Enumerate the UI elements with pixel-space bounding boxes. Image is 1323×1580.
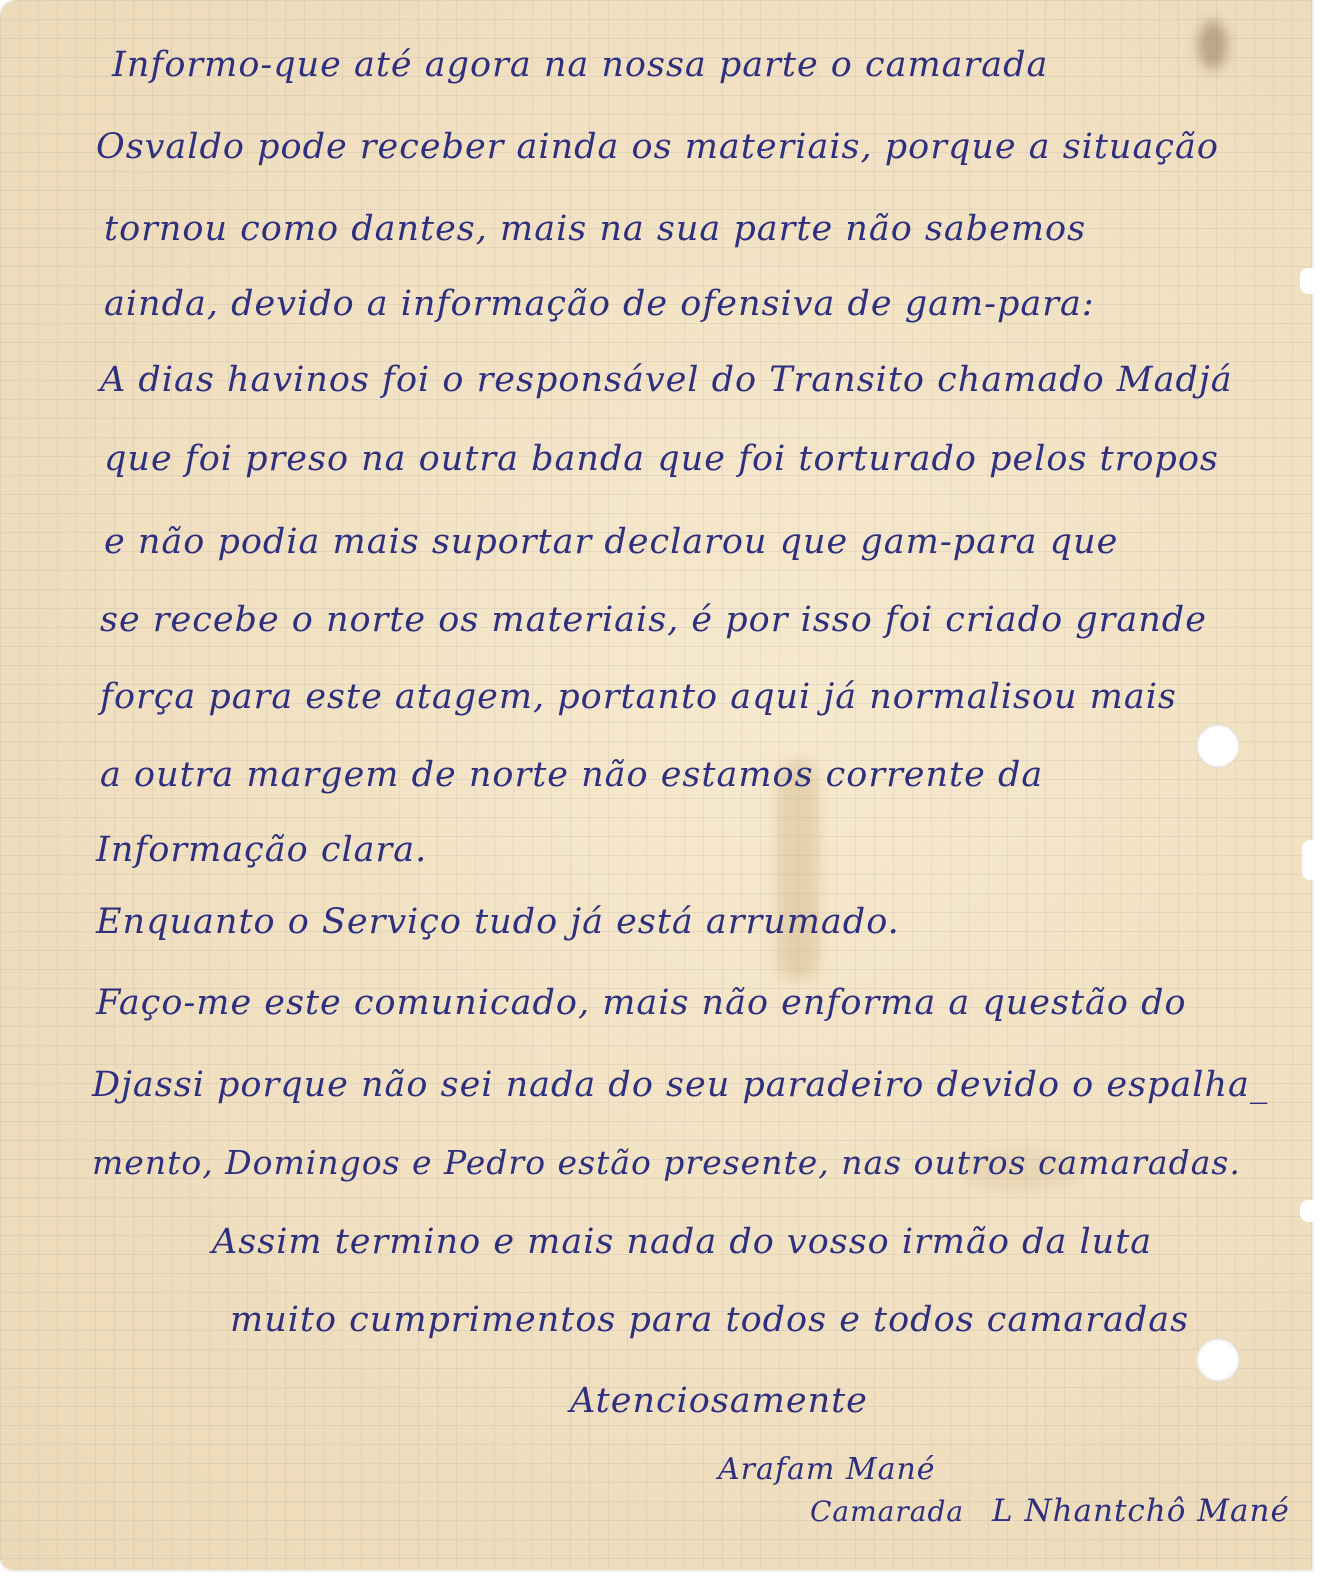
letter-line: se recebe o norte os materiais, é por isso foi criado grande (100, 600, 1207, 640)
letter-line: Informo-que até agora na nossa parte o camarada (112, 45, 1049, 85)
punch-hole (1196, 1338, 1240, 1382)
letter-line: que foi preso na outra banda que foi torturado pelos tropos (104, 439, 1219, 479)
ink-blot (1198, 20, 1228, 70)
closing-line: Assim termino e mais nada do vosso irmão da luta (212, 1222, 1153, 1262)
punch-hole (1196, 724, 1240, 768)
letter-line: a outra margem de norte não estamos corrente da (100, 755, 1044, 795)
letter-line: e não podia mais suportar declarou que gam-para que (104, 522, 1119, 562)
signature-first: Arafam Mané (718, 1452, 936, 1487)
torn-edge (1300, 1200, 1314, 1222)
letter-line: Djassi porque não sei nada do seu paradeiro devido o espalha_ (92, 1065, 1269, 1105)
letter-line: ainda, devido a informação de ofensiva de gam-para: (104, 284, 1095, 324)
salutation: Atenciosamente (570, 1381, 868, 1421)
closing-line: muito cumprimentos para todos e todos camaradas (230, 1300, 1190, 1340)
letter-line: Faço-me este comunicado, mais não enforma a questão do (96, 983, 1187, 1023)
letter-line: Enquanto o Serviço tudo já está arrumado. (96, 902, 900, 942)
letter-line: A dias havinos foi o responsável do Transito chamado Madjá (100, 360, 1233, 400)
torn-edge (1302, 840, 1316, 880)
letter-line: tornou como dantes, mais na sua parte não sabemos (104, 209, 1087, 249)
torn-edge (1300, 268, 1314, 294)
letter-line: força para este atagem, portanto aqui já normalisou mais (100, 677, 1177, 717)
signature-first-role: Camarada (810, 1495, 965, 1528)
letter-line: Informação clara. (96, 830, 428, 870)
letter-line: Osvaldo pode receber ainda os materiais, porque a situação (96, 127, 1219, 167)
letter-line: mento, Domingos e Pedro estão presente, nas outros camaradas. (92, 1143, 1241, 1182)
signature-second: L Nhantchô Mané (992, 1493, 1290, 1529)
